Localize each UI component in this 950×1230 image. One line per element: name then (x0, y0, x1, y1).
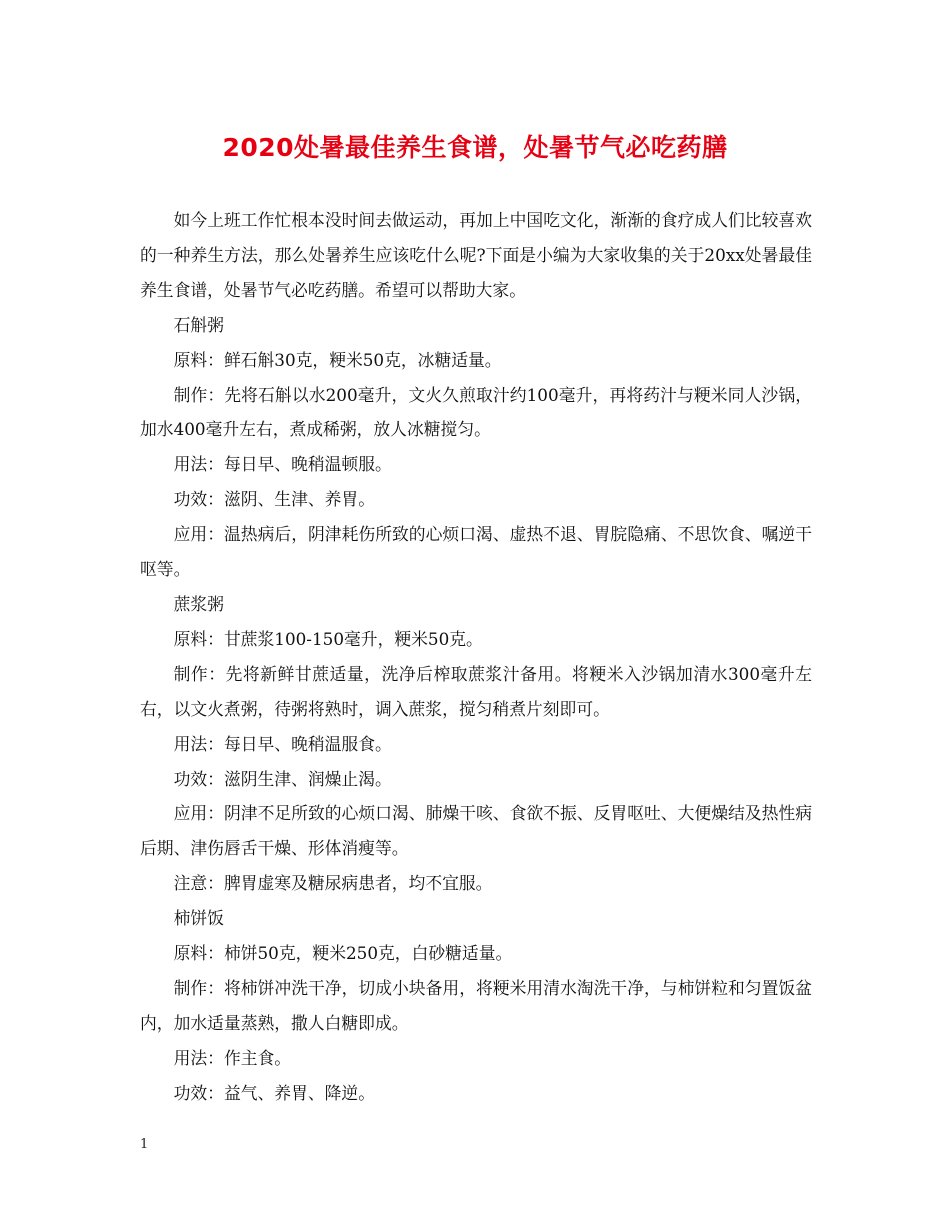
recipe-preparation: 制作：先将新鲜甘蔗适量，洗净后榨取蔗浆汁备用。将粳米入沙锅加清水300毫升左右，以文火煮粥，待粥将熟时，调入蔗浆，搅匀稍煮片刻即可。 (140, 663, 812, 719)
recipe-ingredients: 原料：甘蔗浆100-150毫升，粳米50克。 (173, 628, 483, 649)
recipe-preparation: 制作：先将石斛以水200毫升，文火久煎取汁约100毫升，再将药汁与粳米同人沙锅，加水400毫升左右，煮成稀粥，放人冰糖搅匀。 (140, 384, 812, 440)
recipe-effect: 功效：益气、养胃、降逆。 (173, 1082, 375, 1103)
recipe-caution: 注意：脾胃虚寒及糖尿病患者，均不宜服。 (173, 873, 493, 894)
recipe-heading: 柿饼饭 (173, 908, 224, 929)
recipe-ingredients: 原料：鲜石斛30克，粳米50克，冰糖适量。 (173, 349, 502, 370)
recipe-usage: 用法：每日早、晚稍温顿服。 (173, 454, 392, 475)
page-title: 2020处暑最佳养生食谱，处暑节气必吃药膳 (222, 133, 728, 162)
recipe-application: 应用：温热病后，阴津耗伤所致的心烦口渴、虚热不退、胃脘隐痛、不思饮食、嘱逆干呕等。 (140, 524, 812, 580)
intro-paragraph: 如今上班工作忙根本没时间去做运动，再加上中国吃文化，渐渐的食疗成人们比较喜欢的一种养生方法，那么处暑养生应该吃什么呢?下面是小编为大家收集的关于20xx处暑最佳养生食谱，处暑节气必吃药膳。希望可以帮助大家。 (140, 210, 812, 300)
recipe-usage: 用法：每日早、晚稍温服食。 (173, 733, 392, 754)
page-number: 1 (140, 1137, 149, 1152)
recipe-ingredients: 原料：柿饼50克，粳米250克，白砂糖适量。 (173, 943, 513, 964)
recipe-preparation: 制作：将柿饼冲洗干净，切成小块备用，将粳米用清水淘洗干净，与柿饼粒和匀置饭盆内，加水适量蒸熟，撒人白糖即成。 (140, 977, 812, 1033)
document-body (140, 203, 812, 1111)
recipe-effect: 功效：滋阴、生津、养胃。 (173, 489, 375, 510)
recipe-effect: 功效：滋阴生津、润燥止渴。 (173, 768, 392, 789)
recipe-heading: 石斛粥 (173, 314, 224, 335)
recipe-heading: 蔗浆粥 (173, 593, 224, 614)
recipe-usage: 用法：作主食。 (173, 1047, 292, 1068)
recipe-application: 应用：阴津不足所致的心烦口渴、肺燥干咳、食欲不振、反胃呕吐、大便燥结及热性病后期、津伤唇舌干燥、形体消瘦等。 (140, 803, 812, 859)
